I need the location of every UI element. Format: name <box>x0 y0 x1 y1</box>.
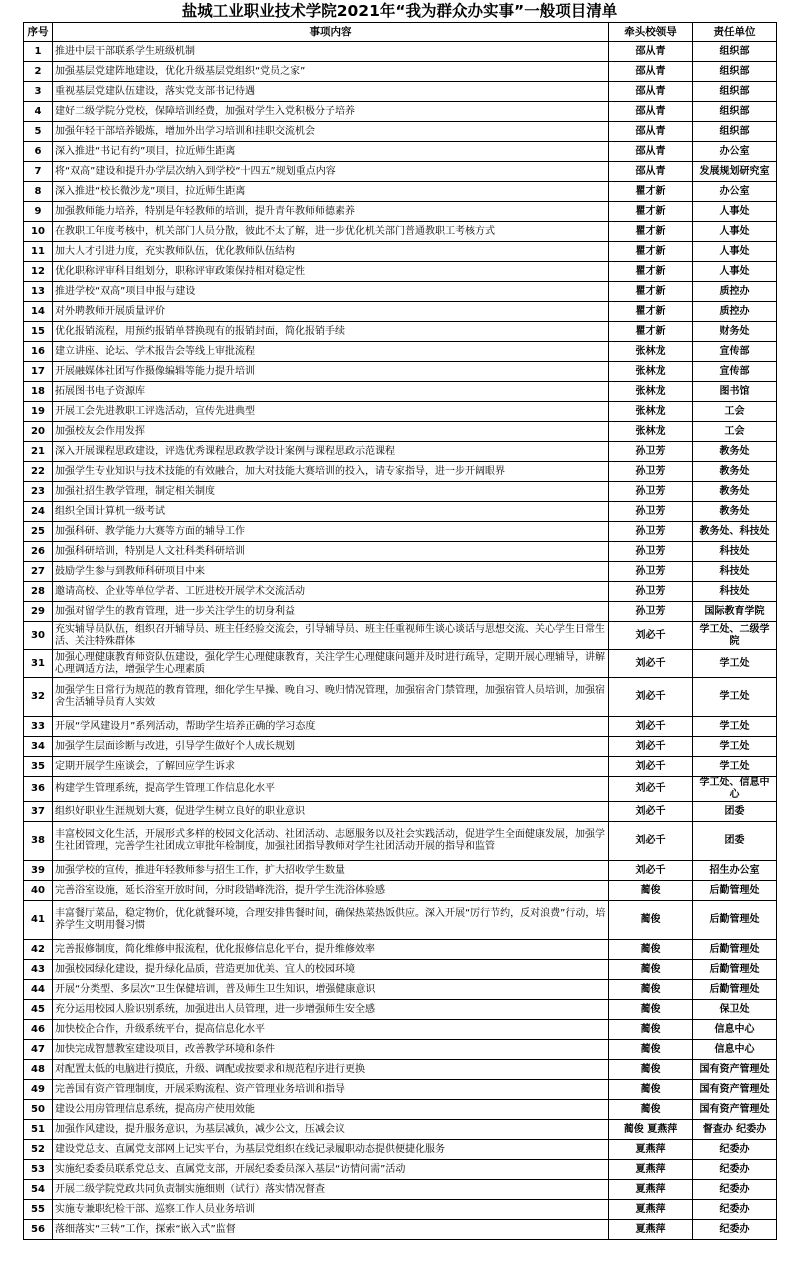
row-number: 11 <box>24 242 53 262</box>
row-item: 开展二级学院党政共同负责制实施细则（试行）落实情况督查 <box>53 1180 609 1200</box>
table-row <box>24 1040 777 1060</box>
row-item: 对外聘教师开展质量评价 <box>53 302 609 322</box>
row-leader: 张林龙 <box>609 362 693 382</box>
row-number: 8 <box>24 182 53 202</box>
row-item: 加强对留学生的教育管理，进一步关注学生的切身利益 <box>53 602 609 622</box>
row-item: 在教职工年度考核中，机关部门人员分散，彼此不太了解，进一步优化机关部门普通教职工考核方式 <box>53 222 609 242</box>
header-unit: 责任单位 <box>693 23 777 42</box>
row-item: 组织好职业生涯规划大赛，促进学生树立良好的职业意识 <box>53 802 609 822</box>
row-leader: 孙卫芳 <box>609 442 693 462</box>
row-leader: 蔺俊 夏燕萍 <box>609 1120 693 1140</box>
row-leader: 夏燕萍 <box>609 1220 693 1240</box>
row-leader: 夏燕萍 <box>609 1200 693 1220</box>
row-number: 51 <box>24 1120 53 1140</box>
row-number: 30 <box>24 622 53 650</box>
row-number: 13 <box>24 282 53 302</box>
row-leader: 张林龙 <box>609 342 693 362</box>
row-unit: 办公室 <box>693 182 777 202</box>
row-leader: 瞿才新 <box>609 202 693 222</box>
table-row <box>24 1180 777 1200</box>
row-leader: 夏燕萍 <box>609 1160 693 1180</box>
row-unit: 后勤管理处 <box>693 881 777 901</box>
row-unit: 人事处 <box>693 242 777 262</box>
table-row <box>24 382 777 402</box>
row-item: 加强学生日常行为规范的教育管理，细化学生早操、晚自习、晚归情况管理，加强宿舍门禁管理，加强宿管人员培训，加强宿舍生活辅导员育人实效 <box>53 678 609 717</box>
table-row <box>24 282 777 302</box>
row-leader: 蔺俊 <box>609 940 693 960</box>
row-number: 43 <box>24 960 53 980</box>
table-row <box>24 42 777 62</box>
row-unit: 国有资产管理处 <box>693 1100 777 1120</box>
row-unit: 人事处 <box>693 262 777 282</box>
table-row <box>24 162 777 182</box>
header-leader: 牵头校领导 <box>609 23 693 42</box>
row-unit: 质控办 <box>693 282 777 302</box>
row-item: 开展“学风建设月”系列活动，帮助学生培养正确的学习态度 <box>53 717 609 737</box>
table-row <box>24 402 777 422</box>
row-leader: 夏燕萍 <box>609 1180 693 1200</box>
row-unit: 团委 <box>693 822 777 861</box>
row-unit: 科技处 <box>693 562 777 582</box>
row-leader: 刘必千 <box>609 802 693 822</box>
row-number: 9 <box>24 202 53 222</box>
row-unit: 后勤管理处 <box>693 901 777 940</box>
row-leader: 邵从青 <box>609 162 693 182</box>
row-leader: 蔺俊 <box>609 1000 693 1020</box>
row-number: 42 <box>24 940 53 960</box>
row-unit: 人事处 <box>693 222 777 242</box>
table-row <box>24 717 777 737</box>
table-row <box>24 861 777 881</box>
row-number: 4 <box>24 102 53 122</box>
row-number: 10 <box>24 222 53 242</box>
row-leader: 刘必千 <box>609 650 693 678</box>
row-item: 将“双高”建设和提升办学层次纳入到学校“十四五”规划重点内容 <box>53 162 609 182</box>
row-unit: 国有资产管理处 <box>693 1060 777 1080</box>
row-item: 加强学生层面诊断与改进，引导学生做好个人成长规划 <box>53 737 609 757</box>
table-row <box>24 1220 777 1240</box>
row-item: 完善国有资产管理制度，开展采购流程、资产管理业务培训和指导 <box>53 1080 609 1100</box>
row-unit: 组织部 <box>693 102 777 122</box>
table-row <box>24 102 777 122</box>
table-row <box>24 322 777 342</box>
row-leader: 刘必千 <box>609 737 693 757</box>
row-number: 41 <box>24 901 53 940</box>
row-leader: 孙卫芳 <box>609 522 693 542</box>
header-no: 序号 <box>24 23 53 42</box>
row-item: 加强年轻干部培养锻炼，增加外出学习培训和挂职交流机会 <box>53 122 609 142</box>
table-row <box>24 362 777 382</box>
row-number: 21 <box>24 442 53 462</box>
row-unit: 科技处 <box>693 542 777 562</box>
table-row <box>24 442 777 462</box>
row-leader: 孙卫芳 <box>609 562 693 582</box>
row-item: 完善浴室设施，延长浴室开放时间，分时段错峰洗浴，提升学生洗浴体验感 <box>53 881 609 901</box>
row-leader: 邵从青 <box>609 122 693 142</box>
header-item: 事项内容 <box>53 23 609 42</box>
row-unit: 办公室 <box>693 142 777 162</box>
row-leader: 瞿才新 <box>609 282 693 302</box>
row-unit: 工会 <box>693 402 777 422</box>
row-item: 加强科研、教学能力大赛等方面的辅导工作 <box>53 522 609 542</box>
row-unit: 学工处 <box>693 650 777 678</box>
table-row <box>24 182 777 202</box>
row-unit: 督查办 纪委办 <box>693 1120 777 1140</box>
row-leader: 蔺俊 <box>609 1060 693 1080</box>
row-item: 加快完成智慧教室建设项目，改善教学环境和条件 <box>53 1040 609 1060</box>
row-unit: 学工处 <box>693 678 777 717</box>
row-leader: 蔺俊 <box>609 1040 693 1060</box>
row-number: 25 <box>24 522 53 542</box>
table-row <box>24 881 777 901</box>
row-number: 39 <box>24 861 53 881</box>
row-number: 1 <box>24 42 53 62</box>
table-row <box>24 960 777 980</box>
row-unit: 宣传部 <box>693 362 777 382</box>
row-leader: 孙卫芳 <box>609 542 693 562</box>
row-number: 26 <box>24 542 53 562</box>
row-item: 实施专兼职纪检干部、巡察工作人员业务培训 <box>53 1200 609 1220</box>
table-row <box>24 737 777 757</box>
row-number: 48 <box>24 1060 53 1080</box>
row-unit: 组织部 <box>693 42 777 62</box>
row-unit: 学工处 <box>693 717 777 737</box>
row-leader: 孙卫芳 <box>609 482 693 502</box>
row-leader: 邵从青 <box>609 102 693 122</box>
row-leader: 瞿才新 <box>609 222 693 242</box>
row-item: 优化职称评审科目组划分，职称评审政策保持相对稳定性 <box>53 262 609 282</box>
row-number: 29 <box>24 602 53 622</box>
table-row <box>24 901 777 940</box>
row-item: 加强科研培训，特别是人文社科类科研培训 <box>53 542 609 562</box>
row-unit: 学工处、二级学院 <box>693 622 777 650</box>
table-row <box>24 757 777 777</box>
table-row <box>24 1160 777 1180</box>
row-leader: 蔺俊 <box>609 960 693 980</box>
row-unit: 纪委办 <box>693 1200 777 1220</box>
row-unit: 纪委办 <box>693 1140 777 1160</box>
row-item: 充分运用校园人脸识别系统，加强进出人员管理，进一步增强师生安全感 <box>53 1000 609 1020</box>
row-number: 37 <box>24 802 53 822</box>
row-item: 对配置太低的电脑进行摸底，升级、调配或按要求和规范程序进行更换 <box>53 1060 609 1080</box>
table-row <box>24 1140 777 1160</box>
row-item: 拓展图书电子资源库 <box>53 382 609 402</box>
table-row <box>24 522 777 542</box>
row-number: 53 <box>24 1160 53 1180</box>
row-leader: 刘必千 <box>609 861 693 881</box>
row-number: 52 <box>24 1140 53 1160</box>
row-number: 24 <box>24 502 53 522</box>
table-row <box>24 82 777 102</box>
row-unit: 教务处、科技处 <box>693 522 777 542</box>
row-leader: 张林龙 <box>609 402 693 422</box>
row-number: 3 <box>24 82 53 102</box>
row-leader: 瞿才新 <box>609 242 693 262</box>
row-item: 加强心理健康教育师资队伍建设，强化学生心理健康教育，关注学生心理健康问题并及时进行疏导，定期开展心理辅导，讲解心理调适方法，增强学生心理素质 <box>53 650 609 678</box>
table-row <box>24 980 777 1000</box>
row-number: 56 <box>24 1220 53 1240</box>
row-unit: 国际教育学院 <box>693 602 777 622</box>
table-row <box>24 262 777 282</box>
table-row <box>24 202 777 222</box>
table-row <box>24 342 777 362</box>
row-leader: 孙卫芳 <box>609 602 693 622</box>
row-item: 加强校园绿化建设，提升绿化品质，营造更加优美、宜人的校园环境 <box>53 960 609 980</box>
row-unit: 学工处、信息中心 <box>693 777 777 802</box>
row-number: 49 <box>24 1080 53 1100</box>
table-row <box>24 777 777 802</box>
row-leader: 蔺俊 <box>609 1100 693 1120</box>
row-item: 深入开展课程思政建设，评选优秀课程思政教学设计案例与课程思政示范课程 <box>53 442 609 462</box>
table-row <box>24 822 777 861</box>
row-unit: 发展规划研究室 <box>693 162 777 182</box>
row-item: 定期开展学生座谈会，了解回应学生诉求 <box>53 757 609 777</box>
row-number: 16 <box>24 342 53 362</box>
row-number: 19 <box>24 402 53 422</box>
row-item: 加强社招生教学管理，制定相关制度 <box>53 482 609 502</box>
row-leader: 刘必千 <box>609 622 693 650</box>
table-row <box>24 1020 777 1040</box>
row-leader: 刘必千 <box>609 717 693 737</box>
row-item: 加强教师能力培养，特别是年轻教师的培训，提升青年教师师德素养 <box>53 202 609 222</box>
row-item: 落细落实“三转”工作，探索“嵌入式”监督 <box>53 1220 609 1240</box>
row-number: 47 <box>24 1040 53 1060</box>
table-row <box>24 1000 777 1020</box>
row-leader: 孙卫芳 <box>609 502 693 522</box>
row-number: 6 <box>24 142 53 162</box>
row-number: 50 <box>24 1100 53 1120</box>
row-unit: 纪委办 <box>693 1160 777 1180</box>
table-row <box>24 582 777 602</box>
table-row <box>24 302 777 322</box>
table-row <box>24 1120 777 1140</box>
row-unit: 图书馆 <box>693 382 777 402</box>
table-row <box>24 422 777 442</box>
row-number: 23 <box>24 482 53 502</box>
row-leader: 蔺俊 <box>609 1080 693 1100</box>
row-number: 36 <box>24 777 53 802</box>
table-row <box>24 622 777 650</box>
document-title: 盐城工业职业技术学院2021年“我为群众办实事”一般项目清单 <box>181 2 618 20</box>
row-unit: 招生办公室 <box>693 861 777 881</box>
table-body <box>24 42 777 1240</box>
row-leader: 张林龙 <box>609 382 693 402</box>
row-leader: 孙卫芳 <box>609 462 693 482</box>
row-number: 55 <box>24 1200 53 1220</box>
row-item: 鼓励学生参与到教师科研项目中来 <box>53 562 609 582</box>
row-leader: 蔺俊 <box>609 901 693 940</box>
table-row <box>24 502 777 522</box>
row-unit: 组织部 <box>693 122 777 142</box>
table-row <box>24 62 777 82</box>
row-item: 建立讲座、论坛、学术报告会等线上审批流程 <box>53 342 609 362</box>
row-number: 12 <box>24 262 53 282</box>
row-unit: 教务处 <box>693 462 777 482</box>
table-row <box>24 940 777 960</box>
row-number: 38 <box>24 822 53 861</box>
row-item: 加强作风建设，提升服务意识，为基层减负，减少公文，压减会议 <box>53 1120 609 1140</box>
row-unit: 后勤管理处 <box>693 980 777 1000</box>
row-unit: 教务处 <box>693 442 777 462</box>
row-unit: 后勤管理处 <box>693 960 777 980</box>
row-number: 54 <box>24 1180 53 1200</box>
row-item: 完善报修制度，简化维修申报流程，优化报修信息化平台，提升维修效率 <box>53 940 609 960</box>
table-row <box>24 542 777 562</box>
row-unit: 组织部 <box>693 82 777 102</box>
row-unit: 学工处 <box>693 757 777 777</box>
row-number: 44 <box>24 980 53 1000</box>
row-item: 建设党总支、直属党支部网上记实平台，为基层党组织在线记录履职动态提供便捷化服务 <box>53 1140 609 1160</box>
row-item: 深入推进“书记有约”项目，拉近师生距离 <box>53 142 609 162</box>
row-number: 5 <box>24 122 53 142</box>
row-item: 实施纪委委员联系党总支、直属党支部，开展纪委委员深入基层“访情问需”活动 <box>53 1160 609 1180</box>
row-number: 27 <box>24 562 53 582</box>
row-item: 开展融媒体社团写作摄像编辑等能力提升培训 <box>53 362 609 382</box>
row-leader: 蔺俊 <box>609 881 693 901</box>
row-item: 加强基层党建阵地建设，优化升级基层党组织“党员之家” <box>53 62 609 82</box>
row-unit: 财务处 <box>693 322 777 342</box>
row-number: 20 <box>24 422 53 442</box>
row-item: 深入推进“校长微沙龙”项目，拉近师生距离 <box>53 182 609 202</box>
row-leader: 孙卫芳 <box>609 582 693 602</box>
row-leader: 蔺俊 <box>609 1020 693 1040</box>
row-number: 34 <box>24 737 53 757</box>
row-unit: 学工处 <box>693 737 777 757</box>
row-number: 45 <box>24 1000 53 1020</box>
row-unit: 科技处 <box>693 582 777 602</box>
row-number: 32 <box>24 678 53 717</box>
row-number: 15 <box>24 322 53 342</box>
row-number: 35 <box>24 757 53 777</box>
table-row <box>24 1080 777 1100</box>
table-row <box>24 222 777 242</box>
row-leader: 夏燕萍 <box>609 1140 693 1160</box>
row-number: 7 <box>24 162 53 182</box>
table-row <box>24 482 777 502</box>
row-number: 17 <box>24 362 53 382</box>
row-item: 组织全国计算机一级考试 <box>53 502 609 522</box>
row-number: 31 <box>24 650 53 678</box>
table-row <box>24 602 777 622</box>
row-leader: 瞿才新 <box>609 322 693 342</box>
row-unit: 保卫处 <box>693 1000 777 1020</box>
row-item: 重视基层党建队伍建设，落实党支部书记待遇 <box>53 82 609 102</box>
table-row <box>24 802 777 822</box>
row-number: 28 <box>24 582 53 602</box>
row-leader: 刘必千 <box>609 757 693 777</box>
row-leader: 瞿才新 <box>609 262 693 282</box>
row-leader: 刘必千 <box>609 822 693 861</box>
project-table <box>23 22 777 1240</box>
row-leader: 张林龙 <box>609 422 693 442</box>
row-unit: 国有资产管理处 <box>693 1080 777 1100</box>
row-unit: 信息中心 <box>693 1020 777 1040</box>
row-item: 丰富餐厅菜品，稳定物价，优化就餐环境，合理安排售餐时间，确保热菜热饭供应。深入开展“厉行节约，反对浪费”行动，培养学生文明用餐习惯 <box>53 901 609 940</box>
table-row <box>24 1060 777 1080</box>
row-number: 18 <box>24 382 53 402</box>
row-unit: 组织部 <box>693 62 777 82</box>
row-item: 加快校企合作，升级系统平台，提高信息化水平 <box>53 1020 609 1040</box>
table-row <box>24 678 777 717</box>
row-leader: 邵从青 <box>609 82 693 102</box>
row-number: 22 <box>24 462 53 482</box>
row-unit: 纪委办 <box>693 1180 777 1200</box>
row-unit: 教务处 <box>693 502 777 522</box>
row-item: 丰富校园文化生活，开展形式多样的校园文化活动、社团活动、志愿服务以及社会实践活动，促进学生全面健康发展，加强学生社团管理，完善学生社团成立审批年检制度，加强社团指导教师对学生社团活动开展的指导和监管 <box>53 822 609 861</box>
row-item: 充实辅导员队伍，组织召开辅导员、班主任经验交流会，引导辅导员、班主任重视师生谈心谈话与思想交流、关心学生日常生活、关注特殊群体 <box>53 622 609 650</box>
row-item: 优化报销流程，用预约报销单替换现有的报销封面，简化报销手续 <box>53 322 609 342</box>
row-item: 构建学生管理系统，提高学生管理工作信息化水平 <box>53 777 609 802</box>
table-row <box>24 462 777 482</box>
row-unit: 教务处 <box>693 482 777 502</box>
row-item: 加强学生专业知识与技术技能的有效融合，加大对技能大赛培训的投入，请专家指导，进一步开阔眼界 <box>53 462 609 482</box>
row-leader: 瞿才新 <box>609 182 693 202</box>
row-unit: 后勤管理处 <box>693 940 777 960</box>
row-item: 推进学校“双高”项目申报与建设 <box>53 282 609 302</box>
row-leader: 刘必千 <box>609 678 693 717</box>
row-unit: 纪委办 <box>693 1220 777 1240</box>
table-row <box>24 562 777 582</box>
row-number: 14 <box>24 302 53 322</box>
row-leader: 瞿才新 <box>609 302 693 322</box>
row-unit: 宣传部 <box>693 342 777 362</box>
row-unit: 信息中心 <box>693 1040 777 1060</box>
table-row <box>24 122 777 142</box>
row-unit: 人事处 <box>693 202 777 222</box>
row-number: 46 <box>24 1020 53 1040</box>
table-row <box>24 1200 777 1220</box>
row-item: 推进中层干部联系学生班级机制 <box>53 42 609 62</box>
table-header-row <box>24 23 777 42</box>
row-number: 40 <box>24 881 53 901</box>
table-row <box>24 242 777 262</box>
row-number: 33 <box>24 717 53 737</box>
row-leader: 邵从青 <box>609 62 693 82</box>
row-item: 加大人才引进力度，充实教师队伍，优化教师队伍结构 <box>53 242 609 262</box>
row-unit: 工会 <box>693 422 777 442</box>
row-unit: 团委 <box>693 802 777 822</box>
row-leader: 刘必千 <box>609 777 693 802</box>
table-row <box>24 650 777 678</box>
row-unit: 质控办 <box>693 302 777 322</box>
row-item: 建好二级学院分党校，保障培训经费，加强对学生入党积极分子培养 <box>53 102 609 122</box>
row-item: 加强学校的宣传，推进年轻教师参与招生工作，扩大招收学生数量 <box>53 861 609 881</box>
row-leader: 蔺俊 <box>609 980 693 1000</box>
row-item: 加强校友会作用发挥 <box>53 422 609 442</box>
row-leader: 邵从青 <box>609 142 693 162</box>
row-item: 开展“分类型、多层次”卫生保健培训，普及师生卫生知识，增强健康意识 <box>53 980 609 1000</box>
table-row <box>24 1100 777 1120</box>
row-item: 邀请高校、企业等单位学者、工匠进校开展学术交流活动 <box>53 582 609 602</box>
table-row <box>24 142 777 162</box>
row-item: 开展工会先进教职工评选活动，宣传先进典型 <box>53 402 609 422</box>
row-leader: 邵从青 <box>609 42 693 62</box>
row-number: 2 <box>24 62 53 82</box>
row-item: 建设公用房管理信息系统，提高房产使用效能 <box>53 1100 609 1120</box>
